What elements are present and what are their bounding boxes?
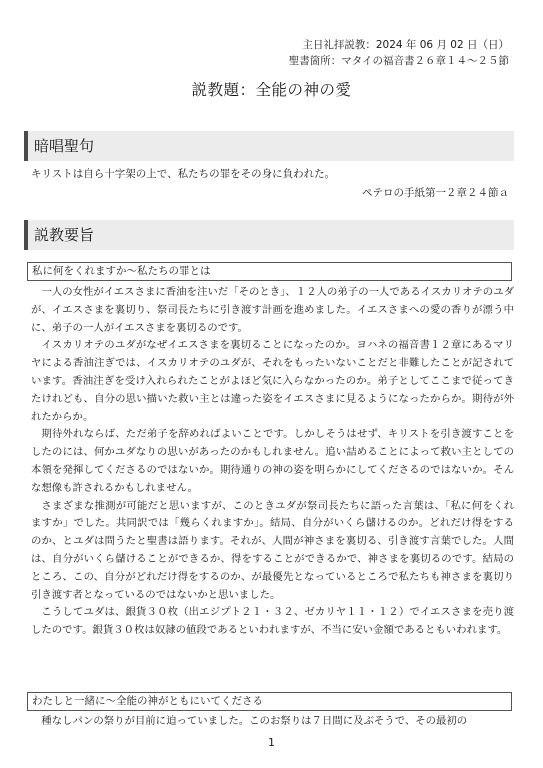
subheading-box: 私に何をくれますか～私たちの罪とは [27, 262, 512, 281]
memory-verse-reference: ペテロの手紙第一２章２４節ａ [362, 187, 509, 199]
summary-body-continued [31, 713, 514, 731]
scripture-passage: 聖書箇所：マタイの福音書２６章１４～２５節 [288, 55, 509, 67]
body-paragraph: さまざまな推測が可能だと思いますが、このときユダが祭司長たちに語った言葉は、「私に何をくれますか」でした。共同訳では「幾らくれますか」。結局、自分がいくら儲けるのか。どれだけ得をするのか、とユダは問うたと聖書は語ります。それが、人間が神さまを裏切る、引き渡す言葉でした。人間は、自分がいくら儲けることができるか、得をすることができるかで、神さまを裏切るのです。結局のところ、この、自分がどれだけ得をするのか、が最優先となっているところで私たちも神さまを裏切り引き渡す者となっているのではないかと思いました。 [31, 499, 514, 601]
body-paragraph: 期待外れならば、ただ弟子を辞めればよいことです。しかしそうはせず、キリストを引き渡すことをしたのには、何かユダなりの思いがあったのかもしれません。追い詰めることによって救い主としての本領を発揮してくださるのではないか。期待通りの神の姿を明らかにしてくださるのではないか。そんな想像も許されるかもしれません。 [31, 428, 514, 494]
section-heading-summary: 説教要旨 [24, 220, 514, 250]
memory-verse-text: キリストは自ら十字架の上で、私たちの罪をその身に負われた。 [31, 168, 336, 180]
sermon-date: 主日礼拝説教：2024 年 06 月 02 日（日） [302, 39, 509, 51]
page-title: 説教題：全能の神の愛 [191, 81, 352, 99]
page-number: 1 [268, 736, 275, 749]
section-heading-memory-verse: 暗唱聖句 [24, 131, 514, 161]
body-paragraph: 種なしパンの祭りが目前に迫っていました。このお祭りは７日間に及ぶそうで、その最初の [41, 715, 468, 727]
body-paragraph: こうしてユダは、銀貨３０枚（出エジプト２１・３２、ゼカリヤ１１・１２）でイエスさまを売り渡したのです。銀貨３０枚は奴隷の値段であるといわれますが、不当に安い金額であるともいわれます。 [31, 606, 514, 637]
summary-body [31, 284, 514, 640]
body-paragraph: 一人の女性がイエスさまに香油を注いだ「そのとき」、１２人の弟子の一人であるイスカリオテのユダが、イエスさまを裏切り、祭司長たちに引き渡す計画を進めました。イエスさまへの愛の香りが漂う中に、弟子の一人がイエスさまを裏切るのです。 [31, 286, 514, 334]
subheading-box: わたしと一緒に～全能の神がともにいてくださる [27, 692, 512, 711]
body-paragraph: イスカリオテのユダがなぜイエスさまを裏切ることになったのか。ヨハネの福音書１２章にあるマリヤによる香油注ぎでは、イスカリオテのユダが、それをもったいないことだと非難したことが記されています。香油注ぎを受け入れられたことがよほど気に入らなかったのか。弟子としてここまで従ってきたけれども、自分の思い描いた救い主とは違った姿をイエスさまに見るようになったからか。期待が外れたからか。 [31, 339, 514, 423]
